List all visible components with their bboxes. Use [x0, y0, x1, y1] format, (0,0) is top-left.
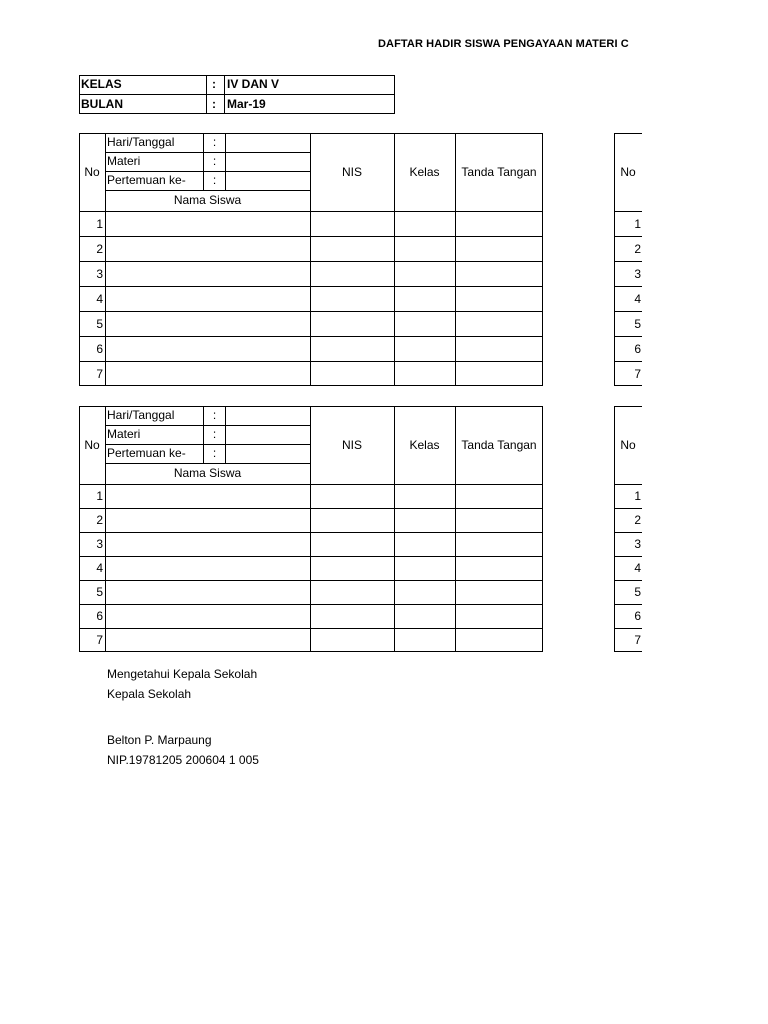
row-number: 3 — [96, 267, 103, 281]
grid-line — [105, 171, 310, 172]
signature-position: Kepala Sekolah — [107, 687, 192, 701]
materi-label: Materi — [107, 154, 141, 168]
row-number: 2 — [96, 513, 103, 527]
grid-line — [79, 261, 543, 262]
row-number: 6 — [634, 609, 641, 623]
signature-name: Belton P. Marpaung — [107, 733, 212, 747]
grid-line — [79, 236, 543, 237]
row-number: 6 — [96, 342, 103, 356]
attendance-table-2 — [79, 406, 543, 655]
grid-line — [79, 651, 543, 652]
bulan-label: BULAN — [81, 97, 123, 111]
row-number: 4 — [634, 292, 641, 306]
kelas-label: KELAS — [81, 77, 122, 91]
nis-header: NIS — [341, 438, 362, 452]
row-number: 7 — [634, 367, 641, 381]
hari-tanggal-colon: : — [212, 135, 217, 149]
grid-line — [225, 133, 226, 190]
row-number: 7 — [96, 633, 103, 647]
row-number: 3 — [634, 537, 641, 551]
hari-tanggal-label: Hari/Tanggal — [107, 408, 175, 422]
kelas-header: Kelas — [409, 165, 440, 179]
row-number: 2 — [634, 242, 641, 256]
grid-line — [105, 190, 310, 191]
materi-colon: : — [212, 427, 217, 441]
signature-acknowledge: Mengetahui Kepala Sekolah — [107, 667, 258, 681]
row-number: 5 — [96, 585, 103, 599]
attendance-table-2-right-partial — [614, 406, 642, 655]
grid-line — [79, 211, 543, 212]
row-number: 6 — [634, 342, 641, 356]
grid-line — [105, 425, 310, 426]
class-info-box — [79, 75, 395, 114]
tanda-tangan-header: Tanda Tangan — [461, 165, 537, 179]
kelas-colon: : — [212, 77, 216, 91]
row-number: 4 — [96, 561, 103, 575]
row-number: 2 — [634, 513, 641, 527]
row-number: 4 — [96, 292, 103, 306]
hari-tanggal-colon: : — [212, 408, 217, 422]
row-number: 7 — [96, 367, 103, 381]
grid-line — [79, 580, 543, 581]
grid-line — [79, 556, 543, 557]
attendance-table-1-right-partial — [614, 133, 642, 389]
row-number: 1 — [634, 217, 641, 231]
nama-siswa-header: Nama Siswa — [173, 466, 242, 480]
row-number: 7 — [634, 633, 641, 647]
grid-line — [79, 628, 543, 629]
pertemuan-label: Pertemuan ke- — [107, 173, 186, 187]
row-number: 5 — [634, 317, 641, 331]
document-title: DAFTAR HADIR SISWA PENGAYAAN MATERI C — [378, 38, 629, 50]
materi-label: Materi — [107, 427, 141, 441]
bulan-colon: : — [212, 97, 216, 111]
row-number: 3 — [96, 537, 103, 551]
no-header: No — [620, 438, 636, 452]
row-number: 4 — [634, 561, 641, 575]
grid-line — [105, 152, 310, 153]
kelas-header: Kelas — [409, 438, 440, 452]
grid-line — [79, 484, 543, 485]
hari-tanggal-label: Hari/Tanggal — [107, 135, 175, 149]
grid-line — [105, 444, 310, 445]
no-header: No — [84, 165, 100, 179]
row-number: 1 — [96, 489, 103, 503]
signature-nip: NIP.19781205 200604 1 005 — [107, 753, 259, 767]
pertemuan-colon: : — [212, 446, 217, 460]
bulan-value: Mar-19 — [227, 97, 266, 111]
grid-line — [79, 311, 543, 312]
grid-line — [79, 336, 543, 337]
no-header: No — [620, 165, 636, 179]
pertemuan-label: Pertemuan ke- — [107, 446, 186, 460]
row-number: 1 — [96, 217, 103, 231]
grid-line — [79, 604, 543, 605]
grid-line — [105, 463, 310, 464]
row-number: 2 — [96, 242, 103, 256]
grid-line — [105, 406, 106, 652]
row-number: 3 — [634, 267, 641, 281]
row-number: 5 — [96, 317, 103, 331]
attendance-table-1 — [79, 133, 543, 389]
grid-line — [79, 361, 543, 362]
grid-line — [225, 406, 226, 463]
row-number: 5 — [634, 585, 641, 599]
grid-line — [79, 286, 543, 287]
kelas-value: IV DAN V — [227, 77, 280, 91]
row-number: 1 — [634, 489, 641, 503]
grid-line — [79, 532, 543, 533]
nis-header: NIS — [341, 165, 362, 179]
pertemuan-colon: : — [212, 173, 217, 187]
nama-siswa-header: Nama Siswa — [173, 193, 242, 207]
materi-colon: : — [212, 154, 217, 168]
row-number: 6 — [96, 609, 103, 623]
grid-line — [79, 508, 543, 509]
tanda-tangan-header: Tanda Tangan — [461, 438, 537, 452]
no-header: No — [84, 438, 100, 452]
grid-line — [79, 385, 543, 386]
